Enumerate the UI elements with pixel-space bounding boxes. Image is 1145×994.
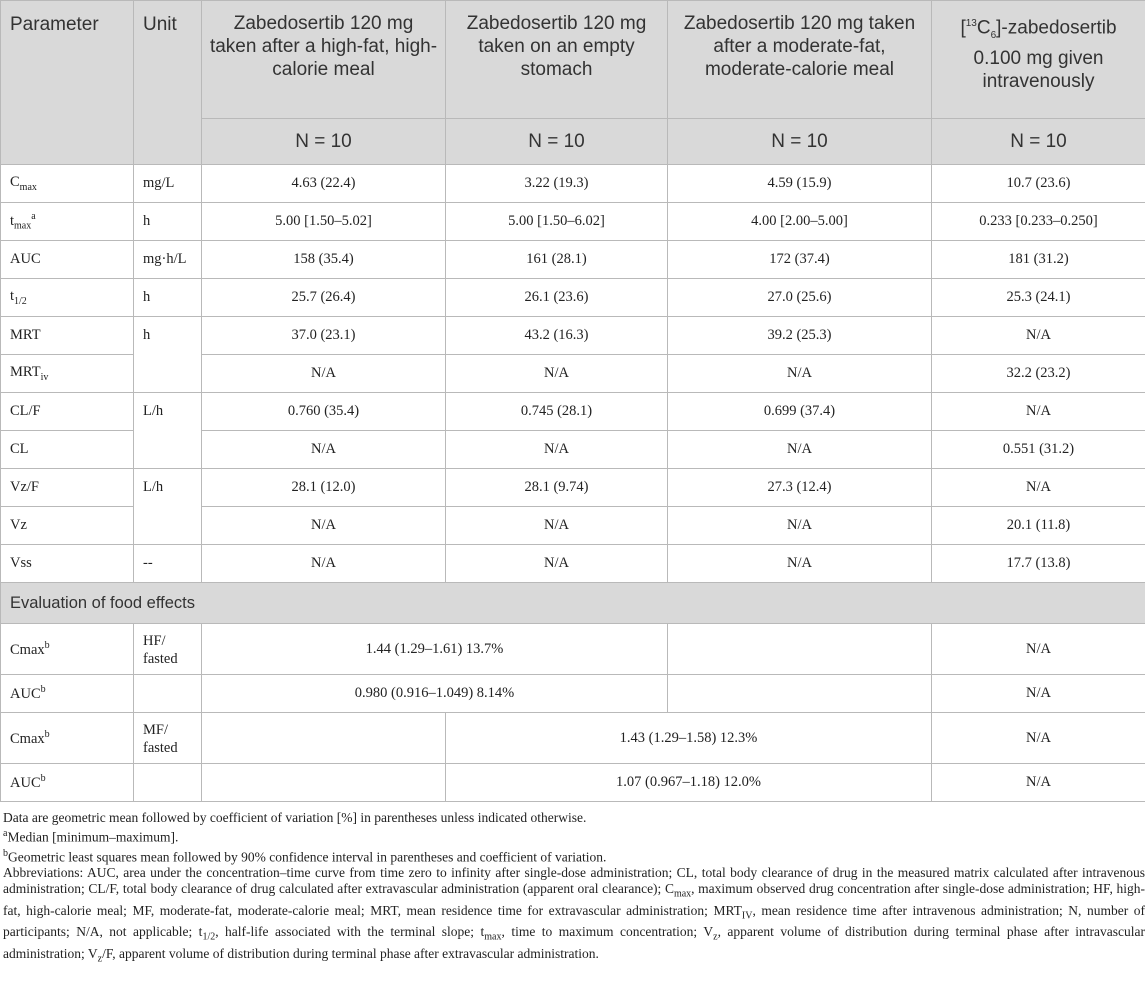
table-row xyxy=(1,279,1145,317)
food-param-auc-mf: AUC$^b$ xyxy=(1,764,134,802)
table-row xyxy=(1,713,1145,764)
param-tmax: $t_{max}^a$ xyxy=(1,203,134,241)
param-mrt-iv: $MRT_{iv}$ xyxy=(1,355,134,393)
section-title: Evaluation of food effects xyxy=(1,583,1145,624)
value-cell: 39.2 (25.3) xyxy=(668,317,932,355)
header-n-4: N = 10 xyxy=(932,119,1145,165)
value-cell: 158 (35.4) xyxy=(202,241,446,279)
value-cell: N/A xyxy=(668,545,932,583)
unit-cell: L/h xyxy=(134,469,202,545)
value-cell: 4.59 (15.9) xyxy=(668,165,932,203)
table-row xyxy=(1,675,1145,713)
value-cell: N/A xyxy=(446,431,668,469)
empty-cell xyxy=(134,764,202,802)
table-row xyxy=(1,624,1145,675)
section-row xyxy=(1,583,1145,624)
unit-cell: HF/ fasted xyxy=(134,624,202,675)
param-vss: Vss xyxy=(1,545,134,583)
value-cell: 32.2 (23.2) xyxy=(932,355,1145,393)
table-row xyxy=(1,203,1145,241)
value-cell: 161 (28.1) xyxy=(446,241,668,279)
empty-cell xyxy=(202,713,446,764)
unit-cell: -- xyxy=(134,545,202,583)
value-cell: N/A xyxy=(446,545,668,583)
value-cell: 172 (37.4) xyxy=(668,241,932,279)
value-cell: 0.760 (35.4) xyxy=(202,393,446,431)
value-cell: 25.3 (24.1) xyxy=(932,279,1145,317)
table-row xyxy=(1,241,1145,279)
value-cell: 181 (31.2) xyxy=(932,241,1145,279)
header-n-2: N = 10 xyxy=(446,119,668,165)
value-cell: N/A xyxy=(668,355,932,393)
value-cell: N/A xyxy=(932,713,1145,764)
table-footnotes xyxy=(0,802,1145,968)
value-cell: N/A xyxy=(932,393,1145,431)
value-cell: 0.745 (28.1) xyxy=(446,393,668,431)
header-unit: Unit xyxy=(134,1,202,165)
value-cell: 37.0 (23.1) xyxy=(202,317,446,355)
value-cell: 27.0 (25.6) xyxy=(668,279,932,317)
value-cell: 4.63 (22.4) xyxy=(202,165,446,203)
header-n-3: N = 10 xyxy=(668,119,932,165)
header-fasted: Zabedosertib 120 mg taken on an empty stomach xyxy=(446,1,668,119)
value-cell: 0.699 (37.4) xyxy=(668,393,932,431)
value-cell: 5.00 [1.50–6.02] xyxy=(446,203,668,241)
unit-cell: MF/ fasted xyxy=(134,713,202,764)
empty-cell xyxy=(668,675,932,713)
value-cell: N/A xyxy=(668,507,932,545)
value-cell: 17.7 (13.8) xyxy=(932,545,1145,583)
empty-cell xyxy=(134,675,202,713)
header-moderate-fat: Zabedosertib 120 mg taken after a moderate-fat, moderate-calorie meal xyxy=(668,1,932,119)
unit-cell: h xyxy=(134,203,202,241)
value-cell: N/A xyxy=(668,431,932,469)
value-cell: 0.551 (31.2) xyxy=(932,431,1145,469)
param-vz: Vz xyxy=(1,507,134,545)
value-cell: 1.43 (1.29–1.58) 12.3% xyxy=(446,713,932,764)
empty-cell xyxy=(202,764,446,802)
table-row xyxy=(1,545,1145,583)
value-cell: N/A xyxy=(932,317,1145,355)
value-cell: N/A xyxy=(446,507,668,545)
food-param-cmax-hf: Cmax$^b$ xyxy=(1,624,134,675)
food-param-auc-hf: AUC$^b$ xyxy=(1,675,134,713)
table-row xyxy=(1,469,1145,507)
value-cell: 25.7 (26.4) xyxy=(202,279,446,317)
table-row xyxy=(1,764,1145,802)
unit-cell: h xyxy=(134,317,202,393)
param-cl: CL xyxy=(1,431,134,469)
footnote-data: Data are geometric mean followed by coefficient of variation [%] in parentheses unless indicated otherwise. xyxy=(3,810,587,825)
footnote-a: $^a$Median [minimum–maximum]. xyxy=(3,828,179,845)
value-cell: N/A xyxy=(202,431,446,469)
footnote-abbreviations: Abbreviations: AUC, area under the concentration–time curve from time zero to infinity after single-dose administration; CL, total body clearance of drug in the measured matrix calculated after intravenous administration; CL/F, total body clearance of drug calculated after extravascular administration (apparent oral clearance); $C_{max}$, maximum observed drug concentration after single-dose administration; HF, high-fat, high-calorie meal; MF, moderate-fat, moderate-calorie meal; MRT, mean residence time for extravascular administration; $MRT_{IV}$, mean residence time after intravenous administration; N, number of participants; N/A, not applicable; $t_{1/2}$, half-life associated with the terminal slope; $t_{max}$, time to maximum concentration; $V_z$, apparent volume of distribution during terminal phase after intravascular administration; $V_z/F$, apparent volume of distribution during terminal phase after extravascular administration. xyxy=(3,865,1145,965)
param-auc: AUC xyxy=(1,241,134,279)
param-vzf: Vz/F xyxy=(1,469,134,507)
unit-cell: mg·h/L xyxy=(134,241,202,279)
value-cell: 26.1 (23.6) xyxy=(446,279,668,317)
value-cell: N/A xyxy=(932,675,1145,713)
empty-cell xyxy=(668,624,932,675)
value-cell: N/A xyxy=(446,355,668,393)
value-cell: 43.2 (16.3) xyxy=(446,317,668,355)
value-cell: 0.980 (0.916–1.049) 8.14% xyxy=(202,675,668,713)
param-cmax: $C_{max}$ xyxy=(1,165,134,203)
unit-cell: h xyxy=(134,279,202,317)
value-cell: N/A xyxy=(202,355,446,393)
value-cell: 20.1 (11.8) xyxy=(932,507,1145,545)
value-cell: 0.233 [0.233–0.250] xyxy=(932,203,1145,241)
unit-cell: mg/L xyxy=(134,165,202,203)
param-thalf: $t_{1/2}$ xyxy=(1,279,134,317)
value-cell: 1.44 (1.29–1.61) 13.7% xyxy=(202,624,668,675)
unit-cell: L/h xyxy=(134,393,202,469)
header-intravenous: $[^{13}C_6]$-zabedosertib 0.100 mg given intravenously xyxy=(932,1,1145,119)
footnote-b: $^b$Geometric least squares mean followed by 90% confidence interval in parentheses and coefficient of variation. xyxy=(3,847,607,864)
header-parameter: Parameter xyxy=(1,1,134,165)
param-clf: CL/F xyxy=(1,393,134,431)
value-cell: N/A xyxy=(932,624,1145,675)
value-cell: 27.3 (12.4) xyxy=(668,469,932,507)
header-high-fat: Zabedosertib 120 mg taken after a high-fat, high-calorie meal xyxy=(202,1,446,119)
value-cell: 3.22 (19.3) xyxy=(446,165,668,203)
param-mrt: MRT xyxy=(1,317,134,355)
food-param-cmax-mf: Cmax$^b$ xyxy=(1,713,134,764)
value-cell: 5.00 [1.50–5.02] xyxy=(202,203,446,241)
value-cell: 28.1 (12.0) xyxy=(202,469,446,507)
value-cell: 1.07 (0.967–1.18) 12.0% xyxy=(446,764,932,802)
value-cell: 28.1 (9.74) xyxy=(446,469,668,507)
value-cell: N/A xyxy=(202,507,446,545)
value-cell: N/A xyxy=(932,764,1145,802)
header-n-1: N = 10 xyxy=(202,119,446,165)
value-cell: 4.00 [2.00–5.00] xyxy=(668,203,932,241)
value-cell: 10.7 (23.6) xyxy=(932,165,1145,203)
table-row xyxy=(1,393,1145,431)
value-cell: N/A xyxy=(932,469,1145,507)
table-row xyxy=(1,317,1145,355)
value-cell: N/A xyxy=(202,545,446,583)
table-row xyxy=(1,165,1145,203)
